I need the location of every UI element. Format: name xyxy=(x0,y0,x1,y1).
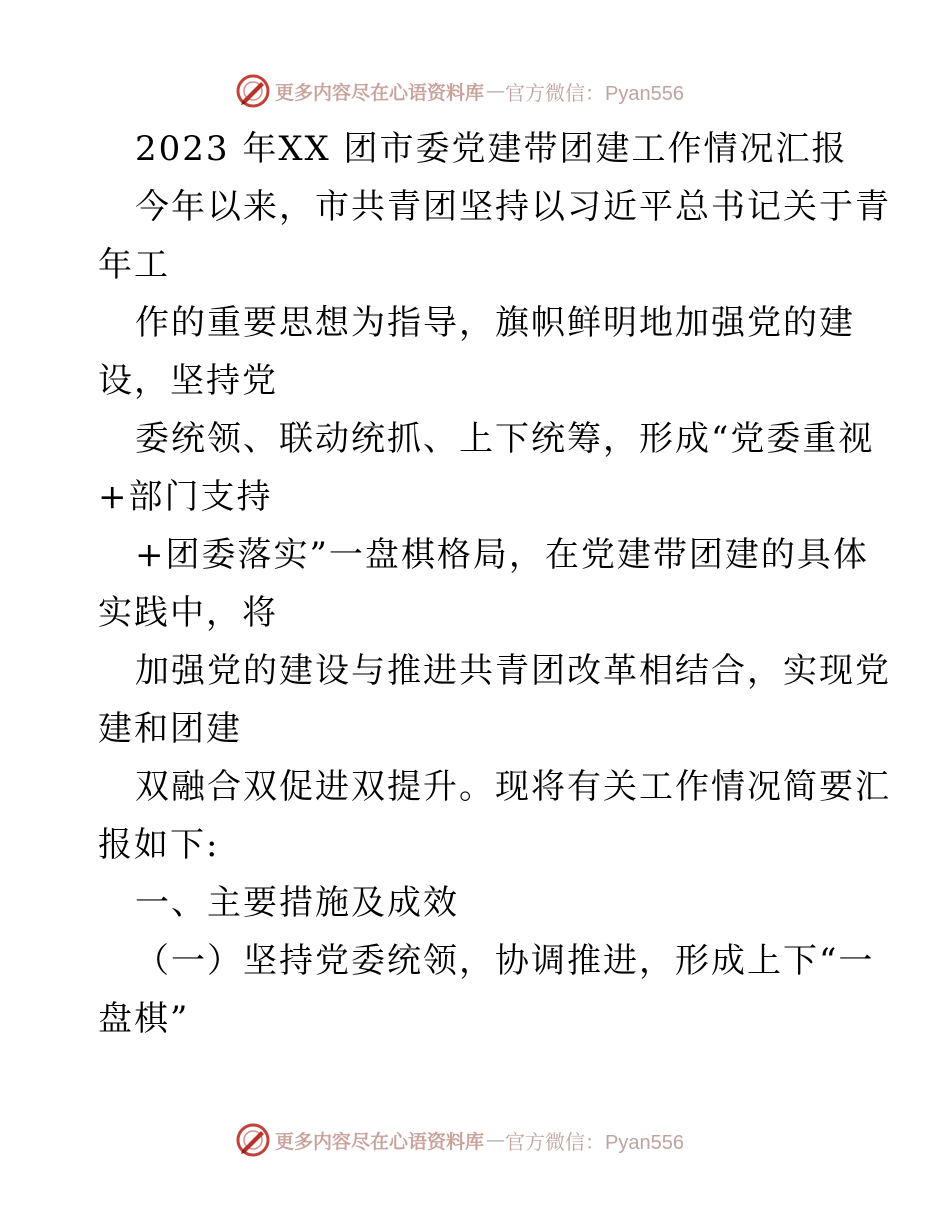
watermark-text: 更多内容尽在心语资料库 xyxy=(275,81,485,104)
document-title: 2023 年XX 团市委党建带团建工作情况汇报 xyxy=(135,129,848,169)
watermark-separator: — xyxy=(486,80,506,102)
paragraph-line: +团委落实”一盘棋格局，在党建带团建的具体 xyxy=(135,535,869,575)
seal-pen-icon xyxy=(235,73,271,109)
watermark-header xyxy=(235,73,684,109)
watermark-text: 更多内容尽在心语资料库 xyxy=(275,1130,485,1153)
subsection-heading: （一）坚持党委统领，协调推进，形成上下“一 xyxy=(135,941,875,981)
watermark-separator: — xyxy=(486,1129,506,1151)
paragraph-line: 建和团建 xyxy=(98,709,242,749)
subsection-heading-continued: 盘棋” xyxy=(98,999,190,1039)
paragraph-line: 报如下: xyxy=(98,825,220,865)
seal-pen-icon xyxy=(235,1122,271,1158)
paragraph-line: 作的重要思想为指导，旗帜鲜明地加强党的建 xyxy=(135,303,855,343)
paragraph-line: 设，坚持党 xyxy=(98,361,278,401)
watermark-contact: 官方微信：Pyan556 xyxy=(505,82,684,105)
watermark-contact: 官方微信：Pyan556 xyxy=(505,1131,684,1154)
paragraph-line: 年工 xyxy=(98,245,170,285)
paragraph-line: 今年以来，市共青团坚持以习近平总书记关于青 xyxy=(135,187,891,227)
paragraph-line: 加强党的建设与推进共青团改革相结合，实现党 xyxy=(135,651,891,691)
paragraph-line: +部门支持 xyxy=(98,477,273,517)
watermark-footer xyxy=(235,1122,684,1158)
document-body xyxy=(98,120,891,1048)
paragraph-line: 实践中，将 xyxy=(98,593,278,633)
paragraph-line: 双融合双促进双提升。现将有关工作情况简要汇 xyxy=(135,767,891,807)
paragraph-line: 委统领、联动统抓、上下统筹，形成“党委重视 xyxy=(135,419,875,459)
section-heading: 一、主要措施及成效 xyxy=(135,883,459,923)
